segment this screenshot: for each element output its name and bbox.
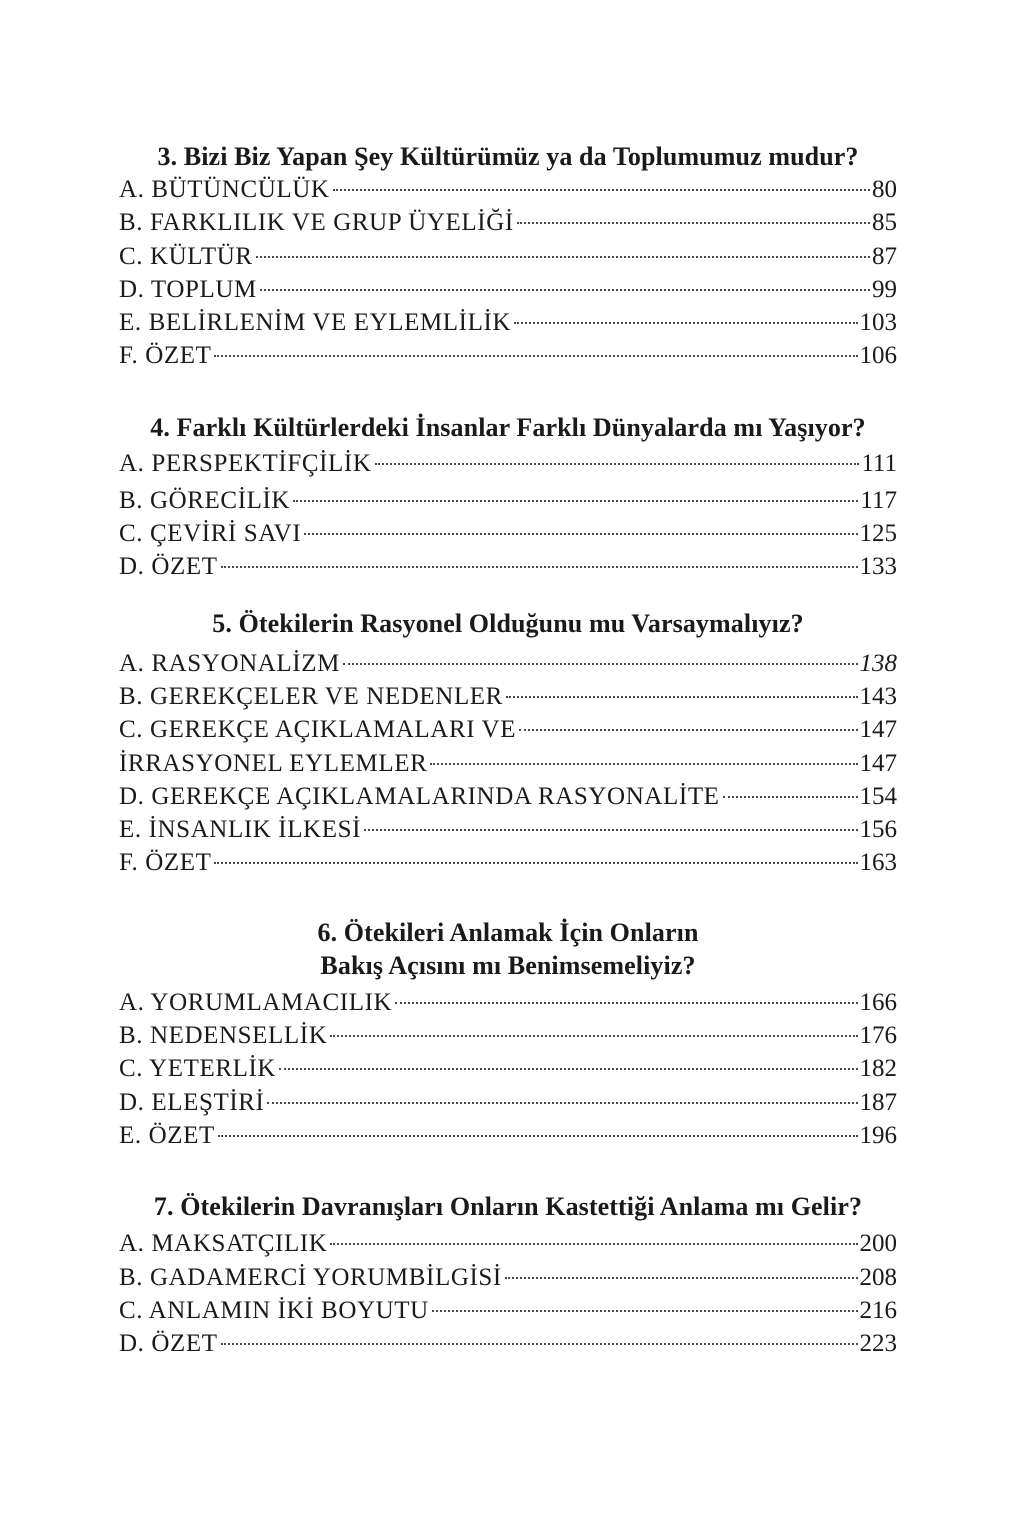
chapter-title-line: 4. Farklı Kültürlerdeki İnsanlar Farklı Dünyalarda mı Yaşıyor?: [150, 412, 866, 442]
dot-leader: [519, 729, 857, 731]
entry-page-number: 147: [859, 716, 897, 744]
chapter-title-line: 6. Ötekileri Anlamak İçin Onların: [317, 917, 699, 947]
entry-page-number: 143: [859, 682, 897, 710]
entry-page-number: 196: [859, 1121, 897, 1149]
chapter-title-line: 7. Ötekilerin Davranışları Onların Kastettiği Anlama mı Gelir?: [153, 1192, 863, 1222]
toc-entry[interactable]: [119, 747, 897, 780]
dot-leader: [267, 1102, 857, 1104]
toc-entry[interactable]: [119, 680, 897, 713]
entry-page-number: 133: [859, 553, 897, 581]
entry-page-number: 216: [859, 1296, 897, 1324]
toc-entry[interactable]: [119, 444, 897, 484]
entry-page-number: 208: [859, 1263, 897, 1291]
dot-leader: [364, 829, 857, 831]
entry-label: B. GADAMERCİ YORUMBİLGİSİ: [119, 1263, 502, 1291]
toc-entry[interactable]: [119, 1261, 897, 1294]
entry-page-number: 106: [859, 342, 897, 370]
toc-entry[interactable]: [119, 780, 897, 813]
dot-leader: [505, 1277, 858, 1279]
entry-page-number: 156: [859, 816, 897, 844]
dot-leader: [330, 1035, 857, 1037]
entry-list: [119, 1227, 897, 1360]
chapter-title-line: 3. Bizi Biz Yapan Şey Kültürümüz ya da Toplumumuz mudur?: [157, 142, 859, 171]
dot-leader: [218, 1135, 858, 1137]
toc-entry[interactable]: [119, 517, 897, 550]
dot-leader: [214, 862, 857, 864]
entry-page-number: 138: [859, 649, 897, 677]
dot-leader: [432, 1310, 858, 1312]
chapter-title: [119, 411, 897, 444]
toc-entry[interactable]: [119, 713, 897, 746]
entry-label: C. ÇEVİRİ SAVI: [119, 520, 302, 548]
dot-leader: [506, 696, 858, 698]
dot-leader: [260, 289, 870, 291]
chapter-title: [119, 140, 897, 173]
entry-label: C. GEREKÇE AÇIKLAMALARI VE: [119, 716, 517, 744]
chapter-title: [119, 916, 897, 982]
entry-page-number: 166: [859, 988, 897, 1016]
entry-label: B. NEDENSELLİK: [119, 1022, 328, 1050]
dot-leader: [279, 1068, 857, 1070]
chapter-5: [119, 607, 897, 880]
entry-label: A. MAKSATÇILIK: [119, 1230, 328, 1258]
entry-label: F. ÖZET: [119, 342, 212, 370]
entry-label: F. ÖZET: [119, 849, 212, 877]
entry-label: B. GEREKÇELER VE NEDENLER: [119, 682, 503, 710]
toc-entry[interactable]: [119, 1086, 897, 1119]
entry-label: İRRASYONEL EYLEMLER: [119, 749, 428, 777]
entry-page-number: 125: [859, 520, 897, 548]
entry-label: A. BÜTÜNCÜLÜK: [119, 176, 330, 203]
table-of-contents: [119, 140, 897, 1360]
entry-page-number: 111: [861, 449, 897, 477]
toc-entry[interactable]: [119, 484, 897, 517]
dot-leader: [333, 189, 870, 191]
entry-label: E. İNSANLIK İLKESİ: [119, 816, 362, 844]
entry-label: A. YORUMLAMACILIK: [119, 988, 393, 1016]
entry-list: [119, 986, 897, 1152]
dot-leader: [723, 796, 858, 798]
entry-list: [119, 444, 897, 584]
toc-entry[interactable]: [119, 206, 897, 239]
entry-label: A. PERSPEKTİFÇİLİK: [119, 449, 372, 477]
dot-leader: [214, 355, 857, 357]
entry-page-number: 99: [872, 275, 897, 303]
chapter-title: [119, 607, 897, 640]
entry-page-number: 187: [859, 1088, 897, 1116]
toc-entry[interactable]: [119, 550, 897, 583]
chapter-title: [119, 1190, 897, 1223]
toc-entry[interactable]: [119, 306, 897, 339]
toc-entry[interactable]: [119, 1119, 897, 1152]
entry-label: B. FARKLILIK VE GRUP ÜYELİĞİ: [119, 209, 514, 237]
chapter-title-line: 5. Ötekilerin Rasyonel Olduğunu mu Varsaymalıyız?: [212, 608, 804, 638]
entry-page-number: 103: [859, 309, 897, 337]
dot-leader: [514, 322, 857, 324]
toc-entry[interactable]: [119, 813, 897, 846]
entry-list: [119, 173, 897, 373]
entry-page-number: 117: [860, 486, 897, 514]
entry-page-number: 223: [859, 1330, 897, 1358]
dot-leader: [304, 533, 857, 535]
toc-entry[interactable]: [119, 1019, 897, 1052]
toc-entry[interactable]: [119, 173, 897, 206]
toc-entry[interactable]: [119, 339, 897, 372]
chapter-6: [119, 916, 897, 1152]
dot-leader: [330, 1243, 857, 1245]
entry-label: C. ANLAMIN İKİ BOYUTU: [119, 1296, 429, 1324]
entry-label: D. ELEŞTİRİ: [119, 1088, 265, 1116]
entry-list: [119, 647, 897, 880]
chapter-3: [119, 140, 897, 373]
entry-page-number: 147: [859, 749, 897, 777]
entry-label: D. ÖZET: [119, 1330, 218, 1358]
toc-entry[interactable]: [119, 986, 897, 1019]
dot-leader: [395, 1002, 857, 1004]
dot-leader: [293, 500, 858, 502]
dot-leader: [256, 256, 870, 258]
entry-label: A. RASYONALİZM: [119, 649, 340, 677]
toc-entry[interactable]: [119, 846, 897, 879]
entry-label: D. ÖZET: [119, 553, 218, 581]
entry-page-number: 200: [859, 1230, 897, 1258]
toc-entry[interactable]: [119, 1294, 897, 1327]
dot-leader: [517, 222, 870, 224]
entry-label: D. GEREKÇE AÇIKLAMALARINDA RASYONALİTE: [119, 782, 720, 810]
dot-leader: [343, 663, 858, 665]
chapter-7: [119, 1190, 897, 1360]
entry-label: D. TOPLUM: [119, 275, 257, 303]
chapter-title-line: Bakış Açısını mı Benimsemeliyiz?: [320, 950, 696, 980]
entry-page-number: 85: [872, 209, 897, 237]
entry-page-number: 154: [859, 782, 897, 810]
entry-page-number: 182: [859, 1055, 897, 1083]
entry-page-number: 80: [872, 176, 897, 203]
toc-entry[interactable]: [119, 240, 897, 273]
entry-label: C. YETERLİK: [119, 1055, 277, 1083]
chapter-4: [119, 411, 897, 584]
toc-entry[interactable]: [119, 273, 897, 306]
entry-label: E. BELİRLENİM VE EYLEMLİLİK: [119, 309, 512, 337]
entry-label: E. ÖZET: [119, 1121, 215, 1149]
entry-label: B. GÖRECİLİK: [119, 486, 291, 514]
toc-entry[interactable]: [119, 1227, 897, 1260]
entry-page-number: 176: [859, 1022, 897, 1050]
dot-leader: [375, 463, 860, 465]
dot-leader: [221, 566, 858, 568]
dot-leader: [221, 1343, 858, 1345]
toc-entry[interactable]: [119, 1052, 897, 1085]
entry-page-number: 87: [872, 242, 897, 270]
entry-label: C. KÜLTÜR: [119, 242, 253, 270]
toc-entry[interactable]: [119, 1327, 897, 1360]
dot-leader: [430, 763, 857, 765]
toc-entry[interactable]: [119, 647, 897, 680]
entry-page-number: 163: [859, 849, 897, 877]
